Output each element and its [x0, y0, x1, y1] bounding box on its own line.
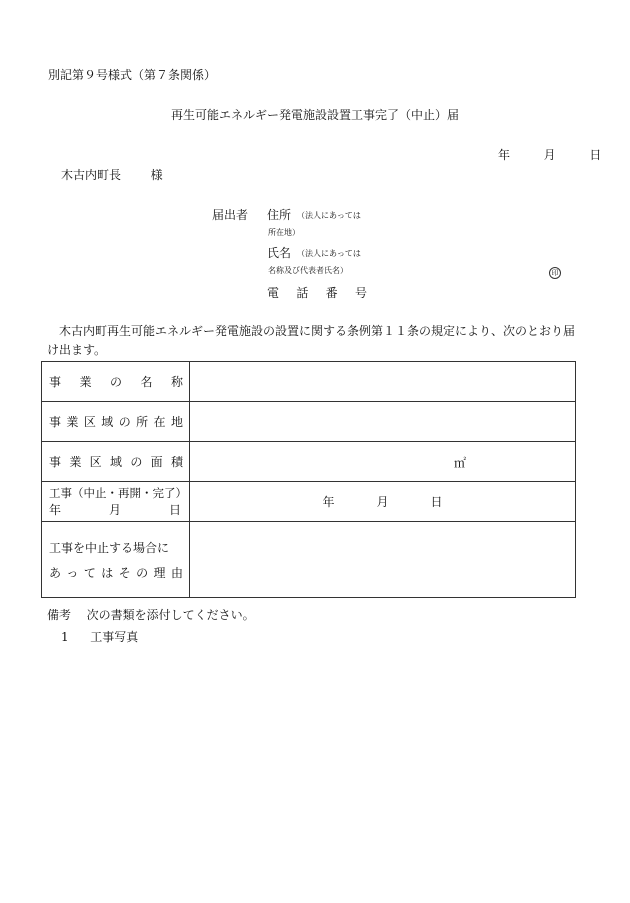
name-note-2: 名称及び代表者氏名） — [268, 266, 348, 275]
body-text-line-2: け出ます。 — [47, 343, 107, 357]
label-char: の — [130, 455, 143, 469]
label-char: 事 — [49, 415, 62, 429]
suspension-reason-line-1: 工事を中止する場合に — [49, 540, 170, 555]
seal-mark — [549, 264, 561, 279]
label-char: 名 — [140, 375, 153, 389]
label-char: 地 — [170, 415, 183, 429]
date-line — [498, 146, 601, 163]
label-char: 積 — [170, 455, 183, 469]
seal-icon: 印 — [549, 267, 561, 279]
label-char: 称 — [170, 375, 183, 389]
remarks-label: 備考 — [47, 608, 72, 622]
label-char: 事 — [49, 455, 62, 469]
table-row — [42, 442, 576, 482]
remarks-item-text: 工事写真 — [90, 630, 139, 644]
phone-char: 話 — [296, 286, 309, 300]
address-note-2: 所在地） — [268, 228, 300, 237]
label-char: 域 — [101, 415, 114, 429]
address-note-1: （法人にあっては — [297, 211, 361, 220]
table-row — [42, 402, 576, 442]
form-reference: 別記第９号様式（第７条関係） — [48, 68, 217, 82]
label-char: 理 — [153, 565, 166, 580]
label-char: そ — [118, 565, 131, 580]
date-year: 年 — [498, 148, 511, 162]
label-char: 区 — [89, 455, 102, 469]
date-day: 日 — [430, 495, 443, 509]
body-text-line-1: 木古内町再生可能エネルギー発電施設の設置に関する条例第１１条の規定により、次のとおり届 — [59, 324, 576, 338]
label-char: 在 — [153, 415, 166, 429]
label-char: 業 — [79, 375, 92, 389]
table-row — [42, 522, 576, 598]
name-note-1: （法人にあっては — [297, 249, 361, 258]
remarks-item-number: 1 — [61, 630, 69, 644]
label-char: の — [118, 415, 131, 429]
label-char: あ — [49, 565, 62, 580]
date-month: 月 — [543, 148, 556, 162]
label-char: 日 — [168, 503, 181, 517]
project-area-field[interactable] — [190, 442, 576, 482]
label-char: っ — [66, 565, 79, 580]
addressee-name: 木古内町長 — [61, 168, 122, 182]
label-char: 事 — [49, 375, 62, 389]
label-char: の — [109, 375, 122, 389]
label-char: 面 — [150, 455, 163, 469]
project-location-field[interactable] — [190, 402, 576, 442]
label-char: て — [83, 565, 96, 580]
label-char: 由 — [170, 565, 183, 580]
remarks-item — [61, 628, 138, 645]
project-location-label — [42, 402, 190, 442]
label-char: 域 — [109, 455, 122, 469]
addressee-honorific: 様 — [150, 168, 163, 182]
table-row — [42, 482, 576, 522]
phone-char: 号 — [354, 286, 367, 300]
date-year: 年 — [322, 495, 335, 509]
label-char: 月 — [108, 503, 121, 517]
construction-date-field[interactable] — [190, 482, 576, 522]
addressee — [61, 166, 163, 183]
name-label: 氏名 — [267, 246, 292, 260]
label-char: 年 — [49, 503, 62, 517]
square-meter-unit: ㎡ — [454, 456, 467, 470]
phone-label — [267, 284, 367, 301]
address-label: 住所 — [267, 208, 292, 222]
table-row — [42, 362, 576, 402]
phone-char: 電 — [267, 286, 280, 300]
suspension-reason-label — [42, 522, 190, 598]
label-char: 業 — [66, 415, 79, 429]
phone-char: 番 — [325, 286, 338, 300]
project-name-field[interactable] — [190, 362, 576, 402]
construction-date-value — [190, 493, 575, 510]
label-char: 所 — [136, 415, 149, 429]
remarks-text: 次の書類を添付してください。 — [86, 608, 255, 622]
label-char: 業 — [69, 455, 82, 469]
label-char: の — [136, 565, 149, 580]
remarks — [47, 606, 255, 623]
date-day: 日 — [589, 148, 602, 162]
label-char: は — [101, 565, 114, 580]
notifier-label: 届出者 — [212, 208, 249, 222]
label-char: 区 — [83, 415, 96, 429]
project-name-label — [42, 362, 190, 402]
project-area-label — [42, 442, 190, 482]
date-month: 月 — [376, 495, 389, 509]
details-table — [41, 361, 576, 598]
page-title: 再生可能エネルギー発電施設設置工事完了（中止）届 — [171, 108, 460, 122]
suspension-reason-field[interactable] — [190, 522, 576, 598]
construction-date-label — [42, 482, 190, 522]
construction-status-label: 工事（中止・再開・完了） — [49, 486, 187, 500]
